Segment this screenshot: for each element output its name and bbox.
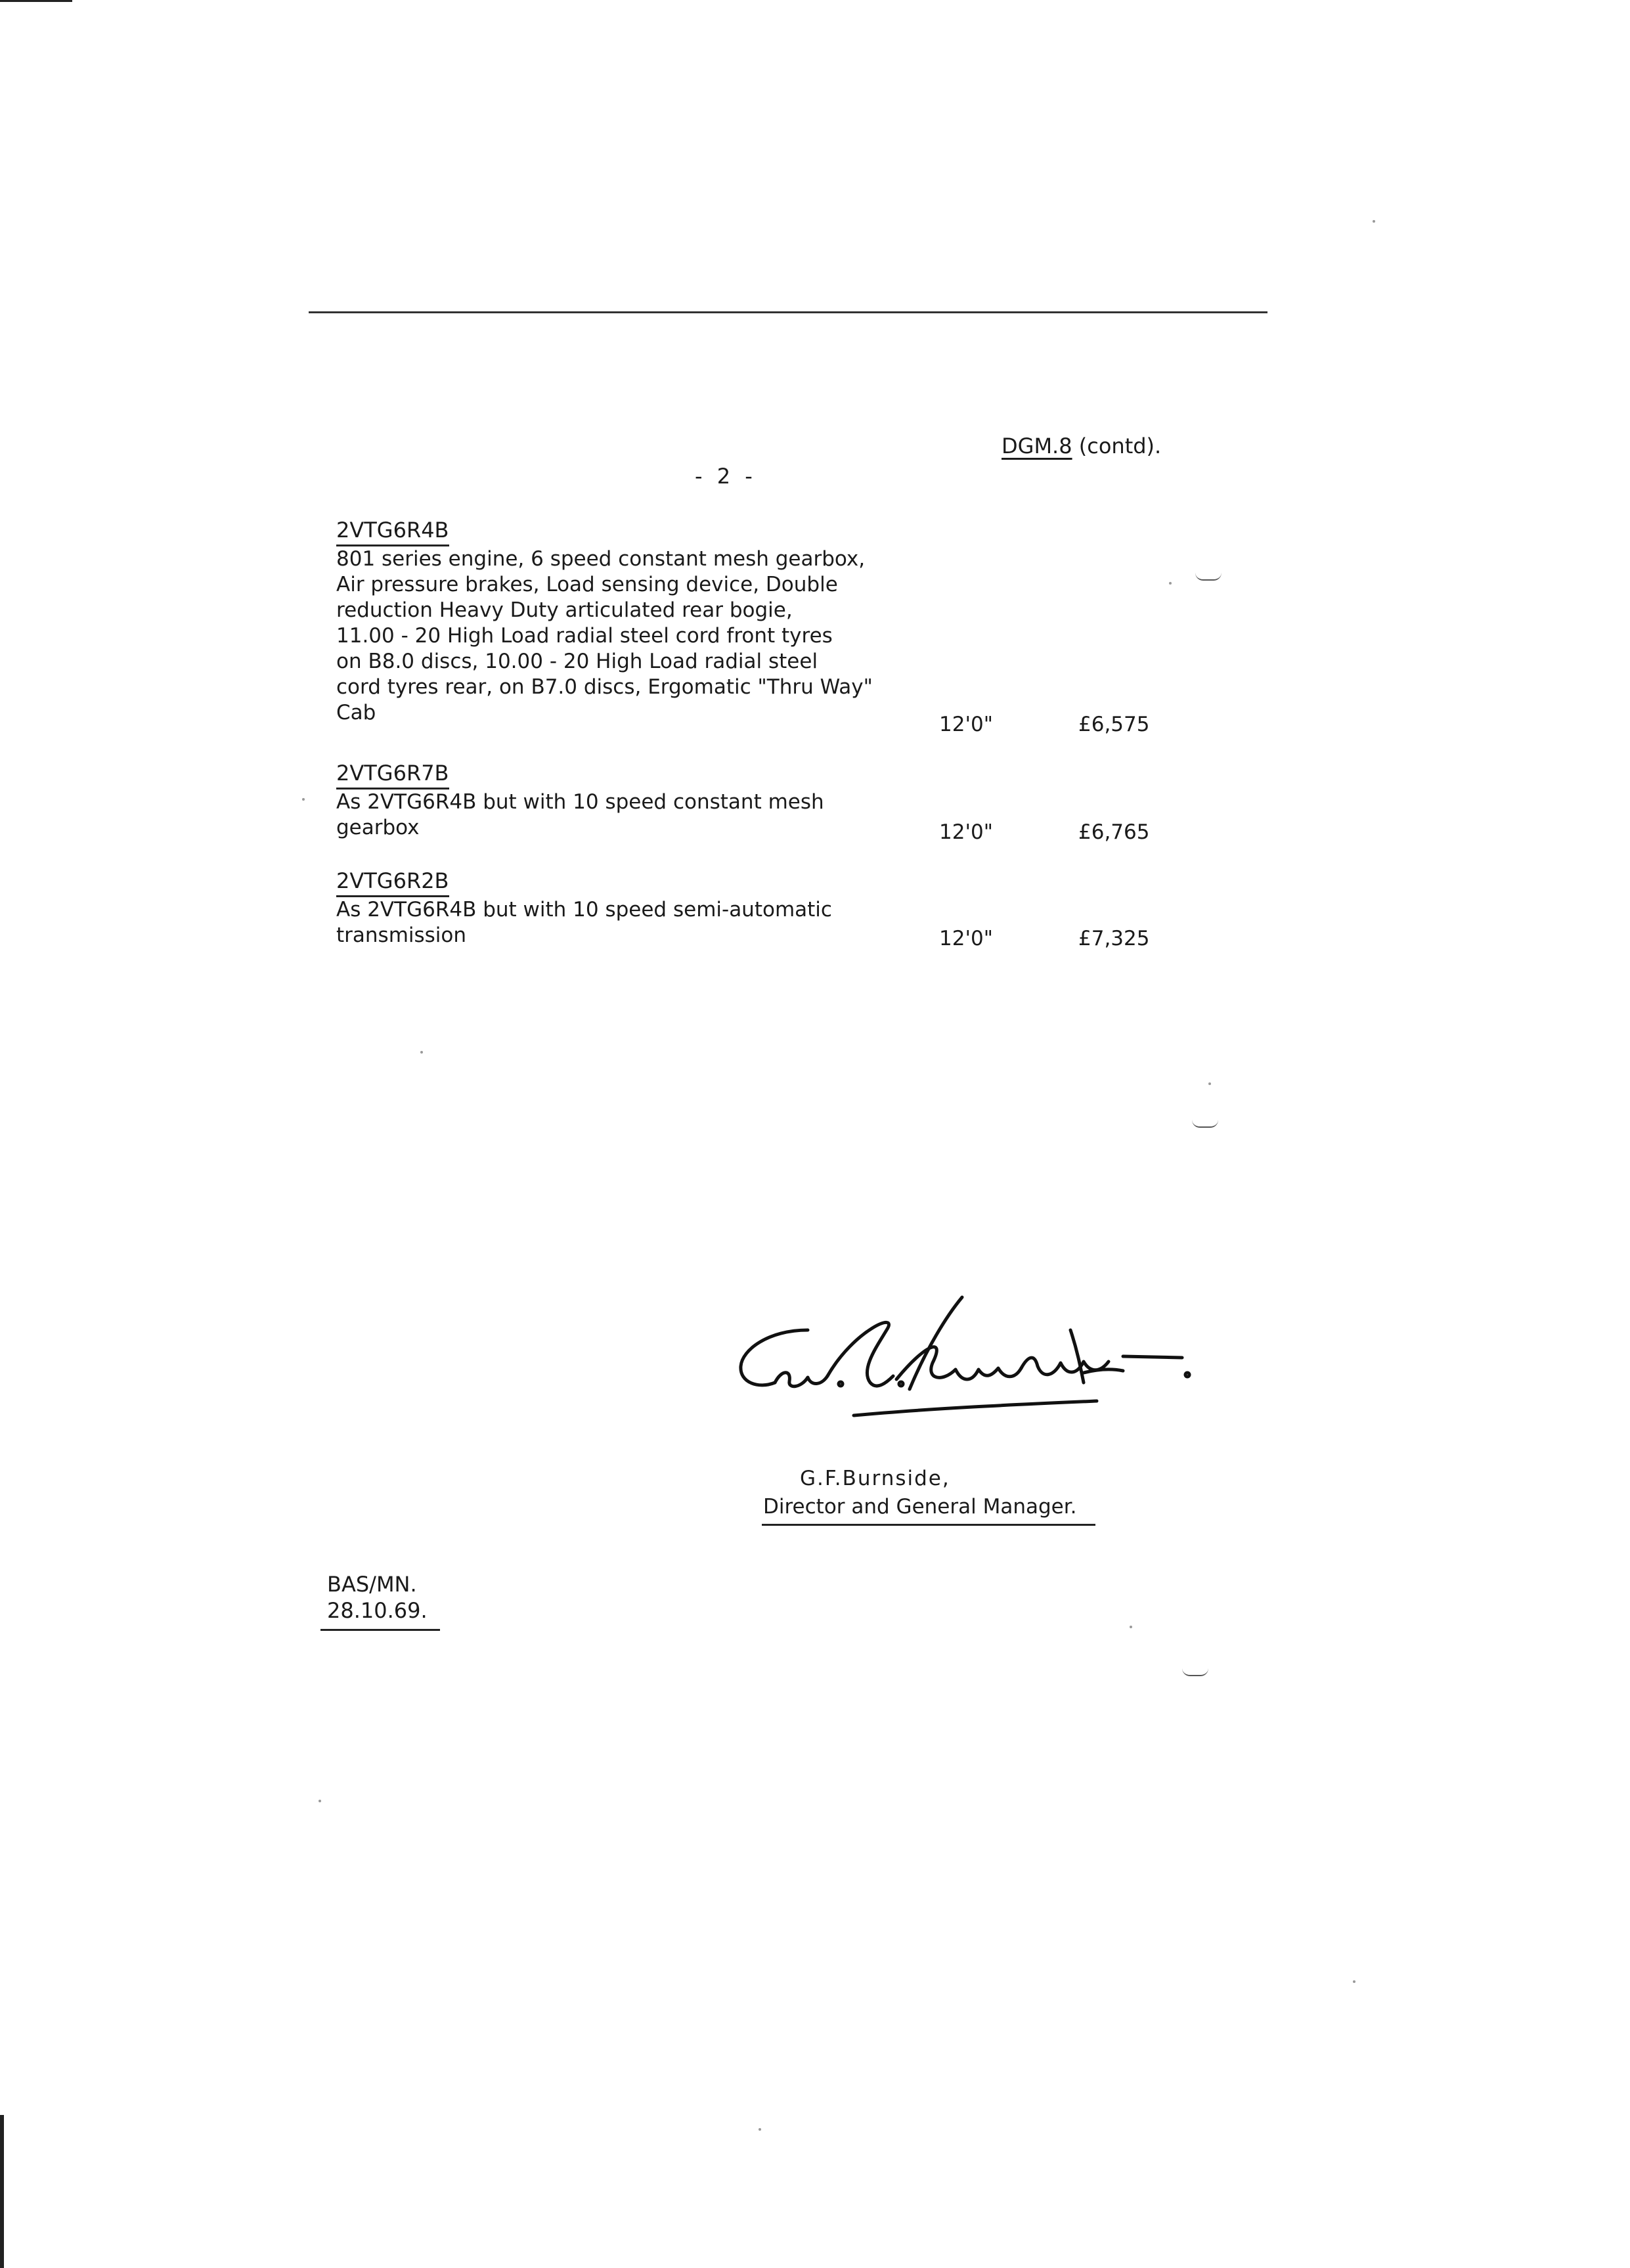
model-code: 2VTG6R7B [336, 761, 449, 789]
signatory-title: Director and General Manager. [763, 1495, 1077, 1519]
scan-speck [302, 798, 305, 801]
scan-speck [1208, 1082, 1211, 1085]
model-code: 2VTG6R4B [336, 518, 449, 546]
description-line: cord tyres rear, on B7.0 discs, Ergomatic "Thru Way" [336, 675, 873, 699]
date-underline [320, 1629, 440, 1631]
page-number: - 2 - [695, 464, 757, 489]
reference-suffix: (contd). [1072, 434, 1162, 458]
scan-speck [1353, 1980, 1355, 1983]
signatory-name: G.F.Burnside, [800, 1467, 950, 1490]
model-length: 12'0" [939, 713, 993, 736]
model-description [336, 789, 954, 841]
scan-mark [1182, 1668, 1208, 1676]
document-reference [1002, 434, 1161, 459]
model-price: £6,575 [1078, 713, 1150, 736]
model-price: £6,765 [1078, 820, 1150, 844]
reference-block [327, 1571, 428, 1624]
top-rule [309, 311, 1267, 313]
description-line: As 2VTG6R4B but with 10 speed constant mesh [336, 790, 824, 814]
model-description [336, 546, 954, 726]
scan-speck [1130, 1626, 1132, 1628]
author-initials: BAS/MN. [327, 1572, 417, 1597]
scan-speck [1169, 582, 1172, 585]
scan-speck [759, 2128, 761, 2131]
description-line: Air pressure brakes, Load sensing device, Double [336, 573, 838, 596]
description-line: 11.00 - 20 High Load radial steel cord front tyres [336, 624, 833, 648]
model-description [336, 897, 954, 948]
title-underline [762, 1524, 1095, 1526]
description-line: 801 series engine, 6 speed constant mesh gearbox, [336, 547, 866, 571]
scan-speck [420, 1051, 423, 1054]
model-code: 2VTG6R2B [336, 868, 449, 897]
scan-corner-mark [0, 0, 72, 2]
scan-edge-mark [0, 2115, 4, 2268]
document-date: 28.10.69. [327, 1598, 428, 1623]
scan-mark [1195, 573, 1222, 581]
scan-mark [1192, 1120, 1218, 1128]
description-line: reduction Heavy Duty articulated rear bogie, [336, 598, 793, 622]
description-line: Cab [336, 701, 376, 724]
description-line: on B8.0 discs, 10.00 - 20 High Load radial steel [336, 650, 818, 673]
model-length: 12'0" [939, 820, 993, 844]
reference-code: DGM.8 [1002, 434, 1072, 458]
description-line: gearbox [336, 816, 420, 839]
description-line: transmission [336, 923, 467, 947]
scan-speck [1373, 220, 1375, 223]
model-price: £7,325 [1078, 927, 1150, 950]
model-length: 12'0" [939, 927, 993, 950]
handwritten-signature [729, 1291, 1202, 1455]
scan-speck [319, 1800, 321, 1802]
description-line: As 2VTG6R4B but with 10 speed semi-automatic [336, 898, 832, 922]
